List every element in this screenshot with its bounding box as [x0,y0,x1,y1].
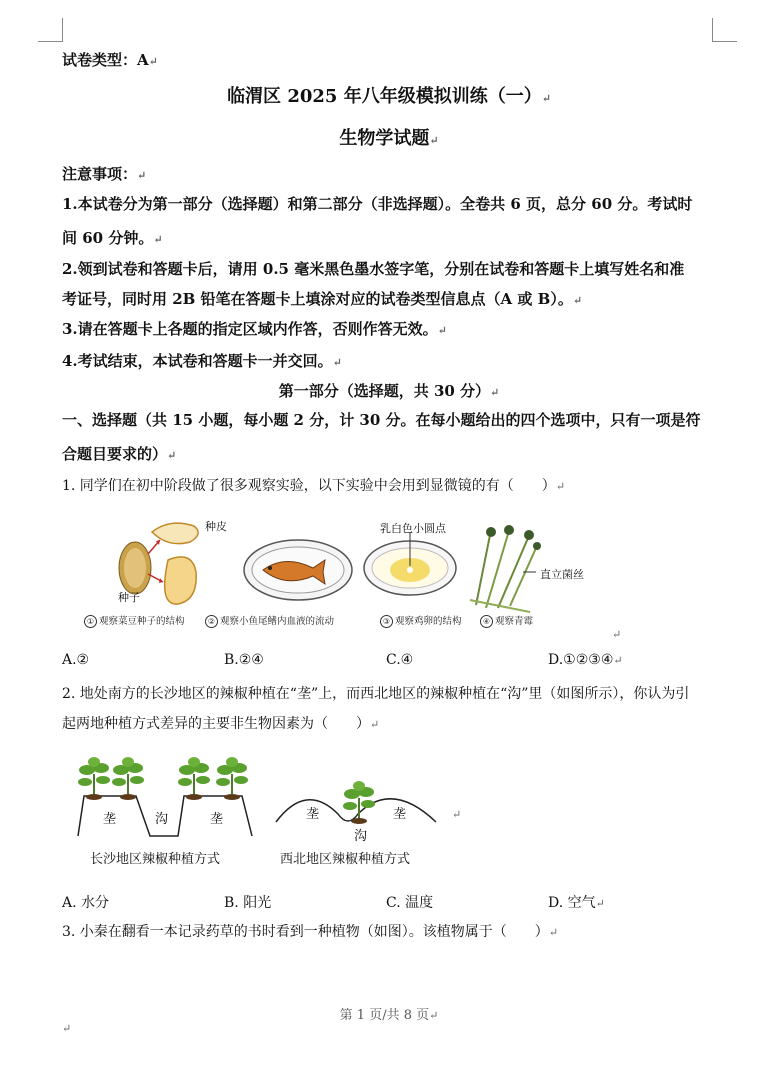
pepper-plant-northwest [343,781,375,824]
note-3: 3.请在答题卡上各题的指定区域内作答，否则作答无效。↵ [62,320,447,338]
para-mark: ↵ [612,628,622,641]
q2-option-d: D. 空气↵ [548,895,605,911]
caption-2: ② 观察小鱼尾鳍内血液的流动 [205,613,334,628]
label-furrow-nw: 沟 [354,829,368,844]
paper-type-label: 试卷类型：A↵ [62,51,158,69]
notes-heading: 注意事项：↵ [62,165,147,183]
label-egg-dot: 乳白色小圆点 [380,522,446,535]
note-2: 2.领到试卷和答题卡后，请用 0.5 毫米黑色墨水签字笔，分别在试卷和答题卡上填写姓名和准 [62,260,685,278]
q1-option-c: C.④ [386,652,414,668]
q2-option-c: C. 温度 [386,895,434,911]
q1-option-d: D.①②③④↵ [548,652,623,668]
question-2-figure [70,752,450,844]
label-ridge-cs-2: 垄 [210,812,224,827]
crop-mark-top-left-v [62,18,63,42]
question-1-stem: 1. 同学们在初中阶段做了很多观察实验，以下实验中会用到显微镜的有（ ）↵ [62,478,566,494]
egg-dish-illustration [364,532,456,595]
question-2-stem-cont: 起两地种植方式差异的主要非生物因素为（ ）↵ [62,716,380,732]
question-2-stem: 2. 地处南方的长沙地区的辣椒种植在“垄”上，而西北地区的辣椒种植在“沟”里（如图所示），你认为引 [62,686,690,702]
fish-dish-illustration [244,540,352,600]
exam-subtitle: 生物学试题↵ [339,128,439,149]
caption-northwest: 西北地区辣椒种植方式 [280,852,411,867]
note-1: 1.本试卷分为第一部分（选择题）和第二部分（非选择题）。全卷共 6 页，总分 60 分。考试时 [62,195,693,213]
label-ridge-nw-1: 垄 [306,807,320,822]
label-hyphae: 直立菌丝 [540,568,584,581]
crop-mark-top-right-v [712,18,713,42]
label-seed: 种子 [118,591,140,604]
q1-option-b: B.②④ [224,652,264,668]
crop-mark-top-right-h [712,41,737,42]
q2-option-b: B. 阳光 [224,895,272,911]
para-mark: ↵ [62,1022,72,1035]
note-4: 4.考试结束，本试卷和答题卡一并交回。↵ [62,352,342,370]
label-ridge-nw-2: 垄 [393,807,407,822]
para-mark: ↵ [452,808,462,821]
page-number: 第 1 页/共 8 页↵ [339,1008,439,1023]
label-furrow-cs: 沟 [155,812,169,827]
pepper-plants-changsha [78,757,248,800]
note-2-cont: 考证号，同时用 2B 铅笔在答题卡上填涂对应的试卷类型信息点（A 或 B）。↵ [62,290,583,308]
exam-title: 临渭区 2025 年八年级模拟训练（一）↵ [227,86,551,107]
label-seed-coat: 种皮 [205,520,227,533]
note-1-cont: 间 60 分钟。↵ [62,229,163,247]
penicillium-illustration [470,525,541,612]
part1-instructions: 一、选择题（共 15 小题，每小题 2 分，计 30 分。在每小题给出的四个选项中，只有一项是符 [62,411,701,429]
q1-option-a: A.② [62,652,90,668]
caption-4: ④ 观察青霉 [480,613,533,628]
part1-instructions-cont: 合题目要求的）↵ [62,445,177,463]
q2-option-a: A. 水分 [62,895,110,911]
label-ridge-cs-1: 垄 [103,812,117,827]
crop-mark-top-left-h [38,41,63,42]
caption-changsha: 长沙地区辣椒种植方式 [90,852,221,867]
question-3-stem: 3. 小秦在翻看一本记录药草的书时看到一种植物（如图）。该植物属于（ ）↵ [62,924,559,940]
part1-heading: 第一部分（选择题，共 30 分）↵ [278,382,500,400]
caption-1: ① 观察菜豆种子的结构 [84,613,185,628]
caption-3: ③ 观察鸡卵的结构 [380,613,462,628]
